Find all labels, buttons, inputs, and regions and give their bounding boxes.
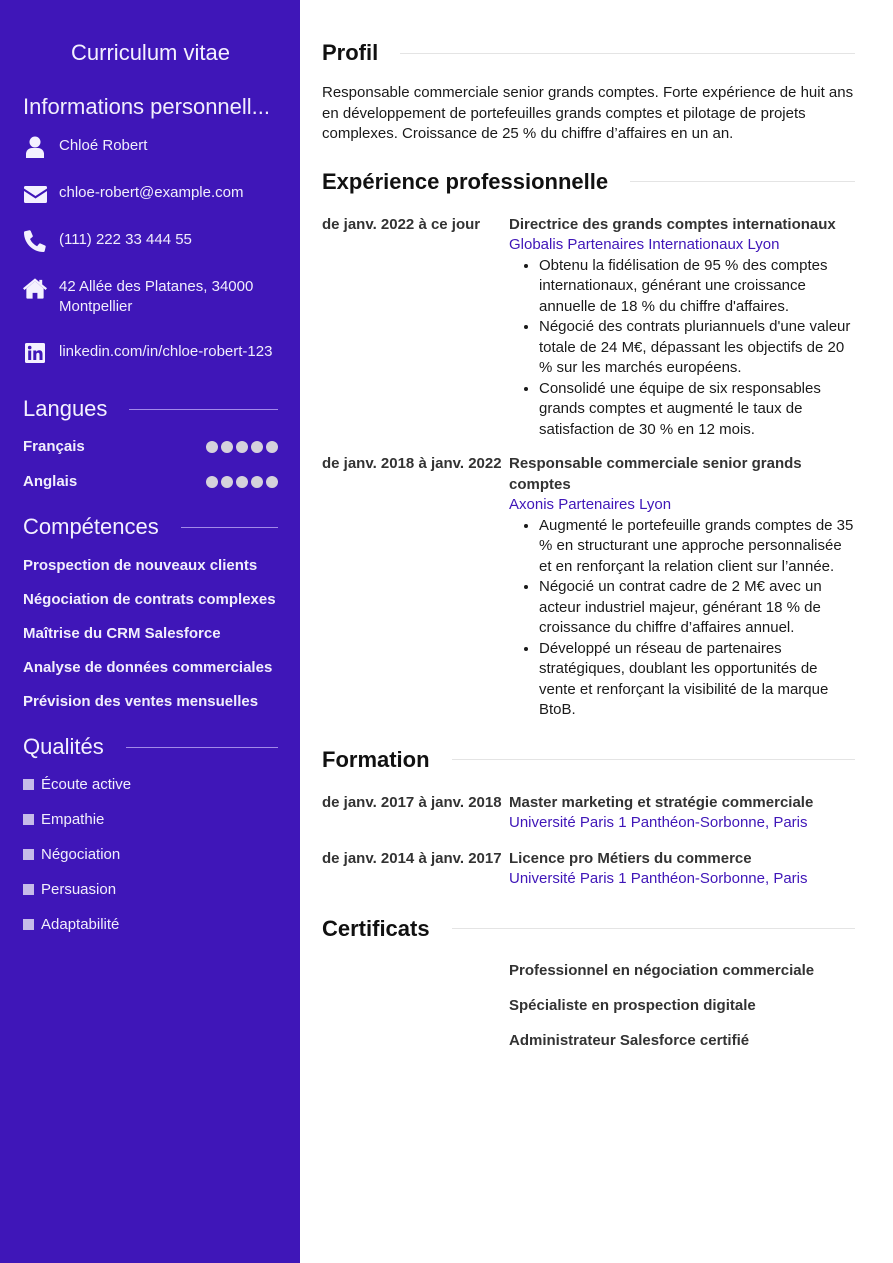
experience-heading-text: Expérience professionnelle — [322, 168, 609, 194]
level-dot-filled — [236, 476, 248, 488]
school-name: Université Paris 1 Panthéon-Sorbonne, Paris — [509, 870, 808, 887]
achievement-list — [539, 516, 855, 721]
languages-heading — [23, 396, 278, 422]
job-title: Responsable commerciale senior grands comptes — [509, 455, 802, 493]
achievement-item: • Développé un réseau de partenaires stratégiques, doublant les opportunités de vente et renforçant la visibilité de la marque BtoB. — [539, 639, 855, 721]
main-content — [322, 0, 855, 1049]
quality-item — [23, 776, 278, 793]
education-date: de janv. 2017 à janv. 2018 — [322, 793, 502, 811]
degree-title: Master marketing et stratégie commerciale — [509, 793, 814, 811]
skills-section — [23, 514, 278, 710]
user-icon — [23, 136, 47, 158]
experience-entry — [322, 215, 855, 441]
experience-body — [509, 215, 855, 441]
qualities-heading — [23, 734, 278, 760]
level-dot-filled — [221, 476, 233, 488]
company-name: Axonis Partenaires Lyon — [509, 496, 672, 513]
skill-item: Négociation de contrats complexes — [23, 591, 276, 608]
achievement-item: • Obtenu la fidélisation de 95 % des comptes internationaux, générant une croissance annuelle de 18 % du chiffre d'affaires. — [539, 256, 855, 318]
quality-text: Adaptabilité — [41, 916, 120, 933]
divider — [452, 759, 855, 760]
quality-text: Écoute active — [41, 776, 132, 793]
level-dot-filled — [251, 476, 263, 488]
language-item — [23, 473, 278, 490]
school-name: Université Paris 1 Panthéon-Sorbonne, Paris — [509, 814, 808, 831]
qualities-list — [23, 776, 278, 933]
contact-name-text: Chloé Robert — [59, 137, 148, 154]
quality-text: Persuasion — [41, 881, 117, 898]
square-bullet-icon — [23, 814, 34, 825]
level-dot-filled — [206, 441, 218, 453]
certificate-item: Spécialiste en prospection digitale — [509, 996, 756, 1014]
experience-body — [509, 454, 855, 721]
home-icon — [23, 277, 47, 299]
level-dot-filled — [206, 476, 218, 488]
achievement-item: • Augmenté le portefeuille grands comptes de 35 % en structurant une approche personnalisée et en renforçant la relation client sur l’année. — [539, 516, 855, 578]
education-body — [509, 849, 855, 890]
certificate-item: Professionnel en négociation commerciale — [509, 961, 815, 979]
contact-address — [23, 277, 278, 317]
language-name: Français — [23, 438, 85, 455]
level-dot-filled — [236, 441, 248, 453]
quality-item — [23, 881, 278, 898]
profile-text: Responsable commerciale senior grands comptes. Forte expérience de huit ans en développement de portefeuilles grands comptes et pilotage de projets complexes. Croissance de 25 % du chiffre d’affaires en un an. — [322, 84, 854, 142]
contact-linkedin — [23, 342, 278, 364]
contact-phone — [23, 230, 278, 252]
education-date: de janv. 2014 à janv. 2017 — [322, 849, 502, 867]
experience-date: de janv. 2018 à janv. 2022 — [322, 455, 502, 472]
certificates-heading-text: Certificats — [322, 915, 430, 941]
square-bullet-icon — [23, 849, 34, 860]
profile-heading — [322, 40, 855, 66]
divider — [452, 928, 855, 929]
quality-text: Négociation — [41, 846, 121, 863]
contact-list — [23, 136, 278, 364]
experience-heading — [322, 169, 855, 195]
skills-heading — [23, 514, 278, 540]
contact-phone-text: (111) 222 33 444 55 — [59, 231, 192, 248]
divider — [181, 527, 278, 528]
languages-section — [23, 396, 278, 490]
square-bullet-icon — [23, 919, 34, 930]
job-title: Directrice des grands comptes internationaux — [509, 215, 836, 233]
skills-heading-text: Compétences — [23, 514, 159, 539]
education-body — [509, 793, 855, 834]
skill-item: Analyse de données commerciales — [23, 659, 273, 676]
contact-address-text: 42 Allée des Platanes, 34000 Montpellier — [59, 278, 254, 315]
languages-heading-text: Langues — [23, 396, 108, 421]
achievement-item: • Négocié des contrats pluriannuels d'une valeur totale de 24 M€, dépassant les objectifs de 20 % sur les marchés européens. — [539, 317, 855, 379]
square-bullet-icon — [23, 779, 34, 790]
skill-item: Maîtrise du CRM Salesforce — [23, 625, 221, 642]
company-name: Globalis Partenaires Internationaux Lyon — [509, 236, 780, 253]
skill-item: Prévision des ventes mensuelles — [23, 693, 259, 710]
certificates-heading — [322, 916, 855, 942]
level-dot-filled — [266, 476, 278, 488]
certificate-item: Administrateur Salesforce certifié — [509, 1031, 750, 1049]
level-dot-filled — [266, 441, 278, 453]
square-bullet-icon — [23, 884, 34, 895]
sidebar — [0, 0, 300, 1263]
contact-name — [23, 136, 278, 158]
quality-item — [23, 916, 278, 933]
language-name: Anglais — [23, 473, 78, 490]
divider — [400, 53, 855, 54]
language-item — [23, 438, 278, 455]
quality-text: Empathie — [41, 811, 105, 828]
envelope-icon — [23, 183, 47, 205]
experience-date: de janv. 2022 à ce jour — [322, 215, 481, 233]
education-heading — [322, 747, 855, 773]
qualities-heading-text: Qualités — [23, 734, 104, 759]
education-heading-text: Formation — [322, 746, 430, 772]
experience-entry — [322, 454, 855, 721]
qualities-section — [23, 734, 278, 933]
skill-item: Prospection de nouveaux clients — [23, 557, 258, 574]
level-dot-filled — [221, 441, 233, 453]
achievement-item: • Négocié un contrat cadre de 2 M€ avec un acteur industriel majeur, générant 18 % de croissance du chiffre d’affaires annuel. — [539, 577, 855, 639]
linkedin-icon — [23, 342, 47, 364]
education-entry — [322, 849, 855, 890]
cv-title: Curriculum vitae — [71, 40, 230, 65]
personal-info-heading: Informations personnell... — [23, 94, 271, 119]
divider — [630, 181, 855, 182]
quality-item — [23, 811, 278, 828]
divider — [126, 747, 278, 748]
achievement-list — [539, 256, 855, 441]
contact-email — [23, 183, 278, 205]
certificates-list — [322, 962, 855, 1049]
contact-linkedin-link[interactable]: linkedin.com/in/chloe-robert-123 — [59, 343, 273, 360]
quality-item — [23, 846, 278, 863]
phone-icon — [23, 230, 47, 252]
divider — [129, 409, 278, 410]
degree-title: Licence pro Métiers du commerce — [509, 849, 752, 867]
education-entry — [322, 793, 855, 834]
achievement-item: • Consolidé une équipe de six responsables grands comptes et augmenté le taux de satisfaction de 30 % en 12 mois. — [539, 379, 855, 441]
profile-heading-text: Profil — [322, 40, 379, 65]
language-level-dots — [206, 441, 278, 453]
contact-email-link[interactable]: chloe-robert@example.com — [59, 184, 244, 201]
level-dot-filled — [251, 441, 263, 453]
language-level-dots — [206, 476, 278, 488]
